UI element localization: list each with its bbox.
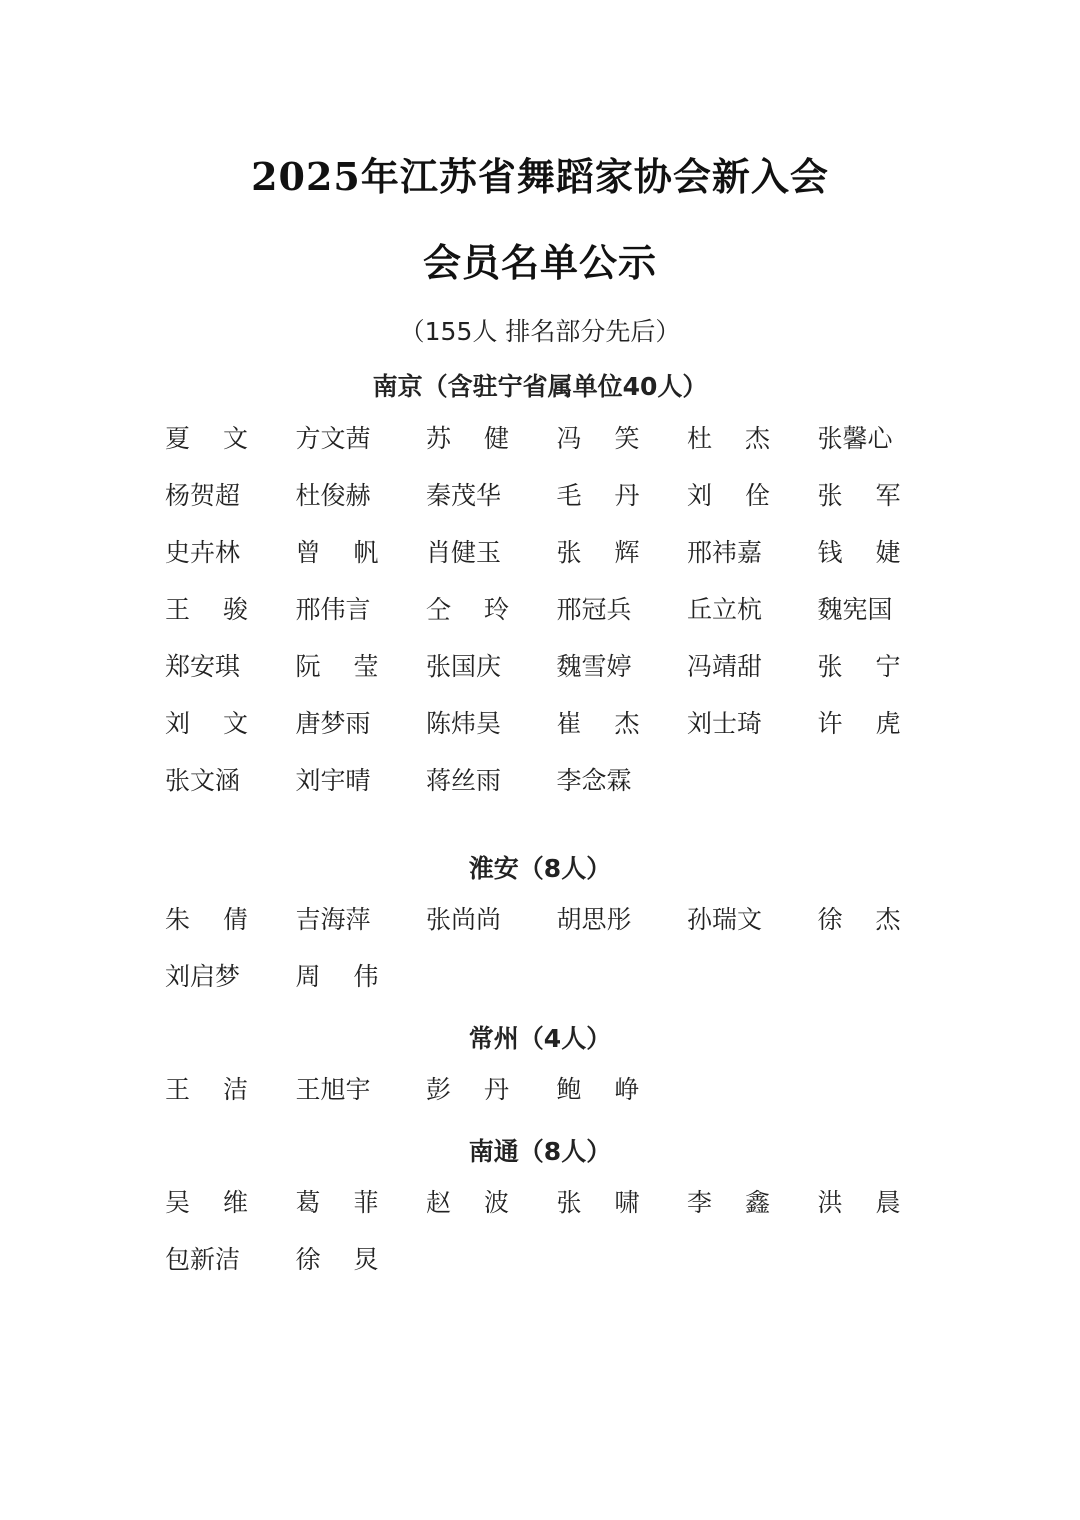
- member-name: 阮莹: [295, 652, 412, 681]
- member-name: 吉海萍: [295, 905, 371, 934]
- member-name: 孙瑞文: [687, 905, 763, 934]
- member-name: 陈炜昊: [426, 709, 502, 738]
- names-grid-nanjing: [165, 424, 948, 823]
- document-subtitle: （155人 排名部分先后）: [399, 317, 681, 346]
- section-heading-huaian: 淮安（8人）: [468, 854, 612, 883]
- member-name: 张军: [817, 481, 934, 510]
- member-name: 张文涵: [165, 766, 241, 795]
- names-grid-huaian: [165, 905, 948, 1019]
- section-heading-nantong: 南通（8人）: [468, 1137, 612, 1166]
- member-name: 李念霖: [556, 766, 632, 795]
- member-name: 唐梦雨: [295, 709, 371, 738]
- member-name: 张辉: [556, 538, 673, 567]
- names-grid-nantong: [165, 1188, 948, 1302]
- member-name: 刘佺: [687, 481, 804, 510]
- member-name: 彭丹: [426, 1075, 543, 1104]
- member-name: 肖健玉: [426, 538, 502, 567]
- member-name: 胡思彤: [556, 905, 632, 934]
- member-name: 许虎: [817, 709, 934, 738]
- member-name: 崔杰: [556, 709, 673, 738]
- member-name: 张馨心: [817, 424, 893, 453]
- member-name: 王旭宇: [295, 1075, 371, 1104]
- names-grid-changzhou: [165, 1075, 948, 1132]
- member-name: 包新洁: [165, 1245, 241, 1274]
- member-name: 苏健: [426, 424, 543, 453]
- member-name: 仝玲: [426, 595, 543, 624]
- member-name: 徐炅: [295, 1245, 412, 1274]
- member-name: 李鑫: [687, 1188, 804, 1217]
- section-heading-changzhou: 常州（4人）: [468, 1024, 612, 1053]
- member-name: 朱倩: [165, 905, 282, 934]
- member-name: 徐杰: [817, 905, 934, 934]
- member-name: 史卉林: [165, 538, 241, 567]
- member-name: 杜杰: [687, 424, 804, 453]
- member-name: 冯笑: [556, 424, 673, 453]
- member-name: 冯靖甜: [687, 652, 763, 681]
- member-name: 周伟: [295, 962, 412, 991]
- member-name: 张啸: [556, 1188, 673, 1217]
- member-name: 邢伟言: [295, 595, 371, 624]
- member-name: 郑安琪: [165, 652, 241, 681]
- document-title-line-2: 会员名单公示: [422, 240, 657, 285]
- member-name: 夏文: [165, 424, 282, 453]
- member-name: 刘宇晴: [295, 766, 371, 795]
- member-name: 秦茂华: [426, 481, 502, 510]
- member-name: 邢祎嘉: [687, 538, 763, 567]
- member-name: 钱婕: [817, 538, 934, 567]
- member-name: 丘立杭: [687, 595, 763, 624]
- member-name: 赵波: [426, 1188, 543, 1217]
- member-name: 魏宪国: [817, 595, 893, 624]
- member-name: 邢冠兵: [556, 595, 632, 624]
- member-name: 张尚尚: [426, 905, 502, 934]
- document-title-line-1: 2025年江苏省舞蹈家协会新入会: [251, 154, 829, 199]
- member-name: 杜俊赫: [295, 481, 371, 510]
- member-name: 蒋丝雨: [426, 766, 502, 795]
- member-name: 曾帆: [295, 538, 412, 567]
- member-name: 王洁: [165, 1075, 282, 1104]
- member-name: 王骏: [165, 595, 282, 624]
- section-heading-nanjing: 南京（含驻宁省属单位40人）: [372, 372, 708, 401]
- member-name: 毛丹: [556, 481, 673, 510]
- member-name: 刘士琦: [687, 709, 763, 738]
- member-name: 张宁: [817, 652, 934, 681]
- member-name: 杨贺超: [165, 481, 241, 510]
- member-name: 刘启梦: [165, 962, 241, 991]
- member-name: 方文茜: [295, 424, 371, 453]
- member-name: 葛菲: [295, 1188, 412, 1217]
- member-name: 洪晨: [817, 1188, 934, 1217]
- member-name: 刘文: [165, 709, 282, 738]
- member-name: 吴维: [165, 1188, 282, 1217]
- member-name: 魏雪婷: [556, 652, 632, 681]
- member-name: 张国庆: [426, 652, 502, 681]
- member-name: 鲍峥: [556, 1075, 673, 1104]
